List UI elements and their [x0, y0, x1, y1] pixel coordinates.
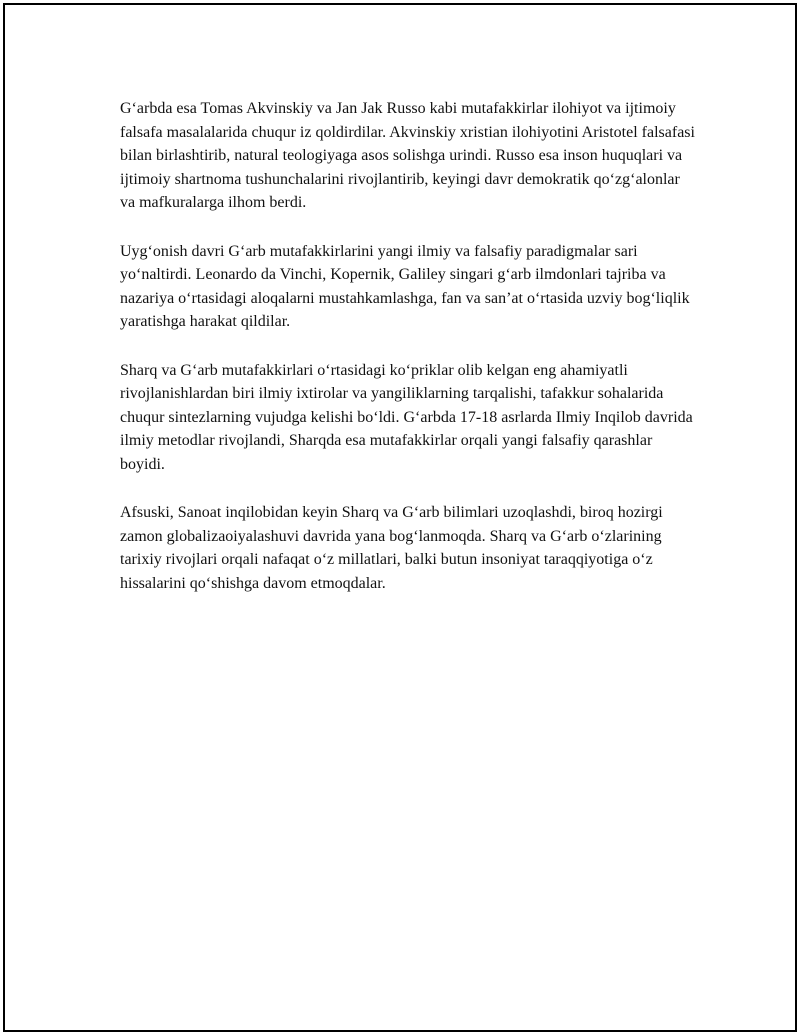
paragraph-4: Afsuski, Sanoat inqilobidan keyin Sharq va G‘arb bilimlari uzoqlashdi, biroq hozirgi zamon globalizaoiyalashuvi davrida yana bog‘lanmoqda. Sharq va G‘arb o‘zlarining tarixiy rivojlari orqali nafaqat o‘z millatlari, balki butun insoniyat taraqqiyotiga o‘z hissalarini qo‘shishga davom etmoqdalar.	[120, 504, 663, 592]
paragraph-2: Uyg‘onish davri G‘arb mutafakkirlarini yangi ilmiy va falsafiy paradigmalar sari yo‘naltirdi. Leonardo da Vinchi, Kopernik, Galiley singari g‘arb ilmdonlari tajriba va nazariya o‘rtasidagi aloqalarni mustahkamlashga, fan va san’at o‘rtasida uzviy bog‘liqlik yaratishga harakat qildilar.	[120, 242, 690, 330]
paragraph-1: G‘arbda esa Tomas Akvinskiy va Jan Jak Russo kabi mutafakkirlar ilohiyot va ijtimoiy falsafa masalalarida chuqur iz qoldirdilar. Akvinskiy xristian ilohiyotini Aristotel falsafasi bilan birlashtirib, natural teologiyaga asos solishga urindi. Russo esa inson huquqlari va ijtimoiy shartnoma tushunchalarini rivojlantirib, keyingi davr demokratik qo‘zg‘alonlar va mafkuralarga ilhom berdi.	[120, 100, 695, 211]
document-body	[120, 97, 695, 620]
paragraph-3: Sharq va G‘arb mutafakkirlari o‘rtasidagi ko‘priklar olib kelgan eng ahamiyatli rivojlanishlardan biri ilmiy ixtirolar va yangiliklarning tarqalishi, tafakkur sohalarida chuqur sintezlarning vujudga kelishi bo‘ldi. G‘arbda 17-18 asrlarda Ilmiy Inqilob davrida ilmiy metodlar rivojlandi, Sharqda esa mutafakkirlar orqali yangi falsafiy qarashlar boyidi.	[120, 361, 693, 473]
document-page	[3, 3, 797, 1032]
